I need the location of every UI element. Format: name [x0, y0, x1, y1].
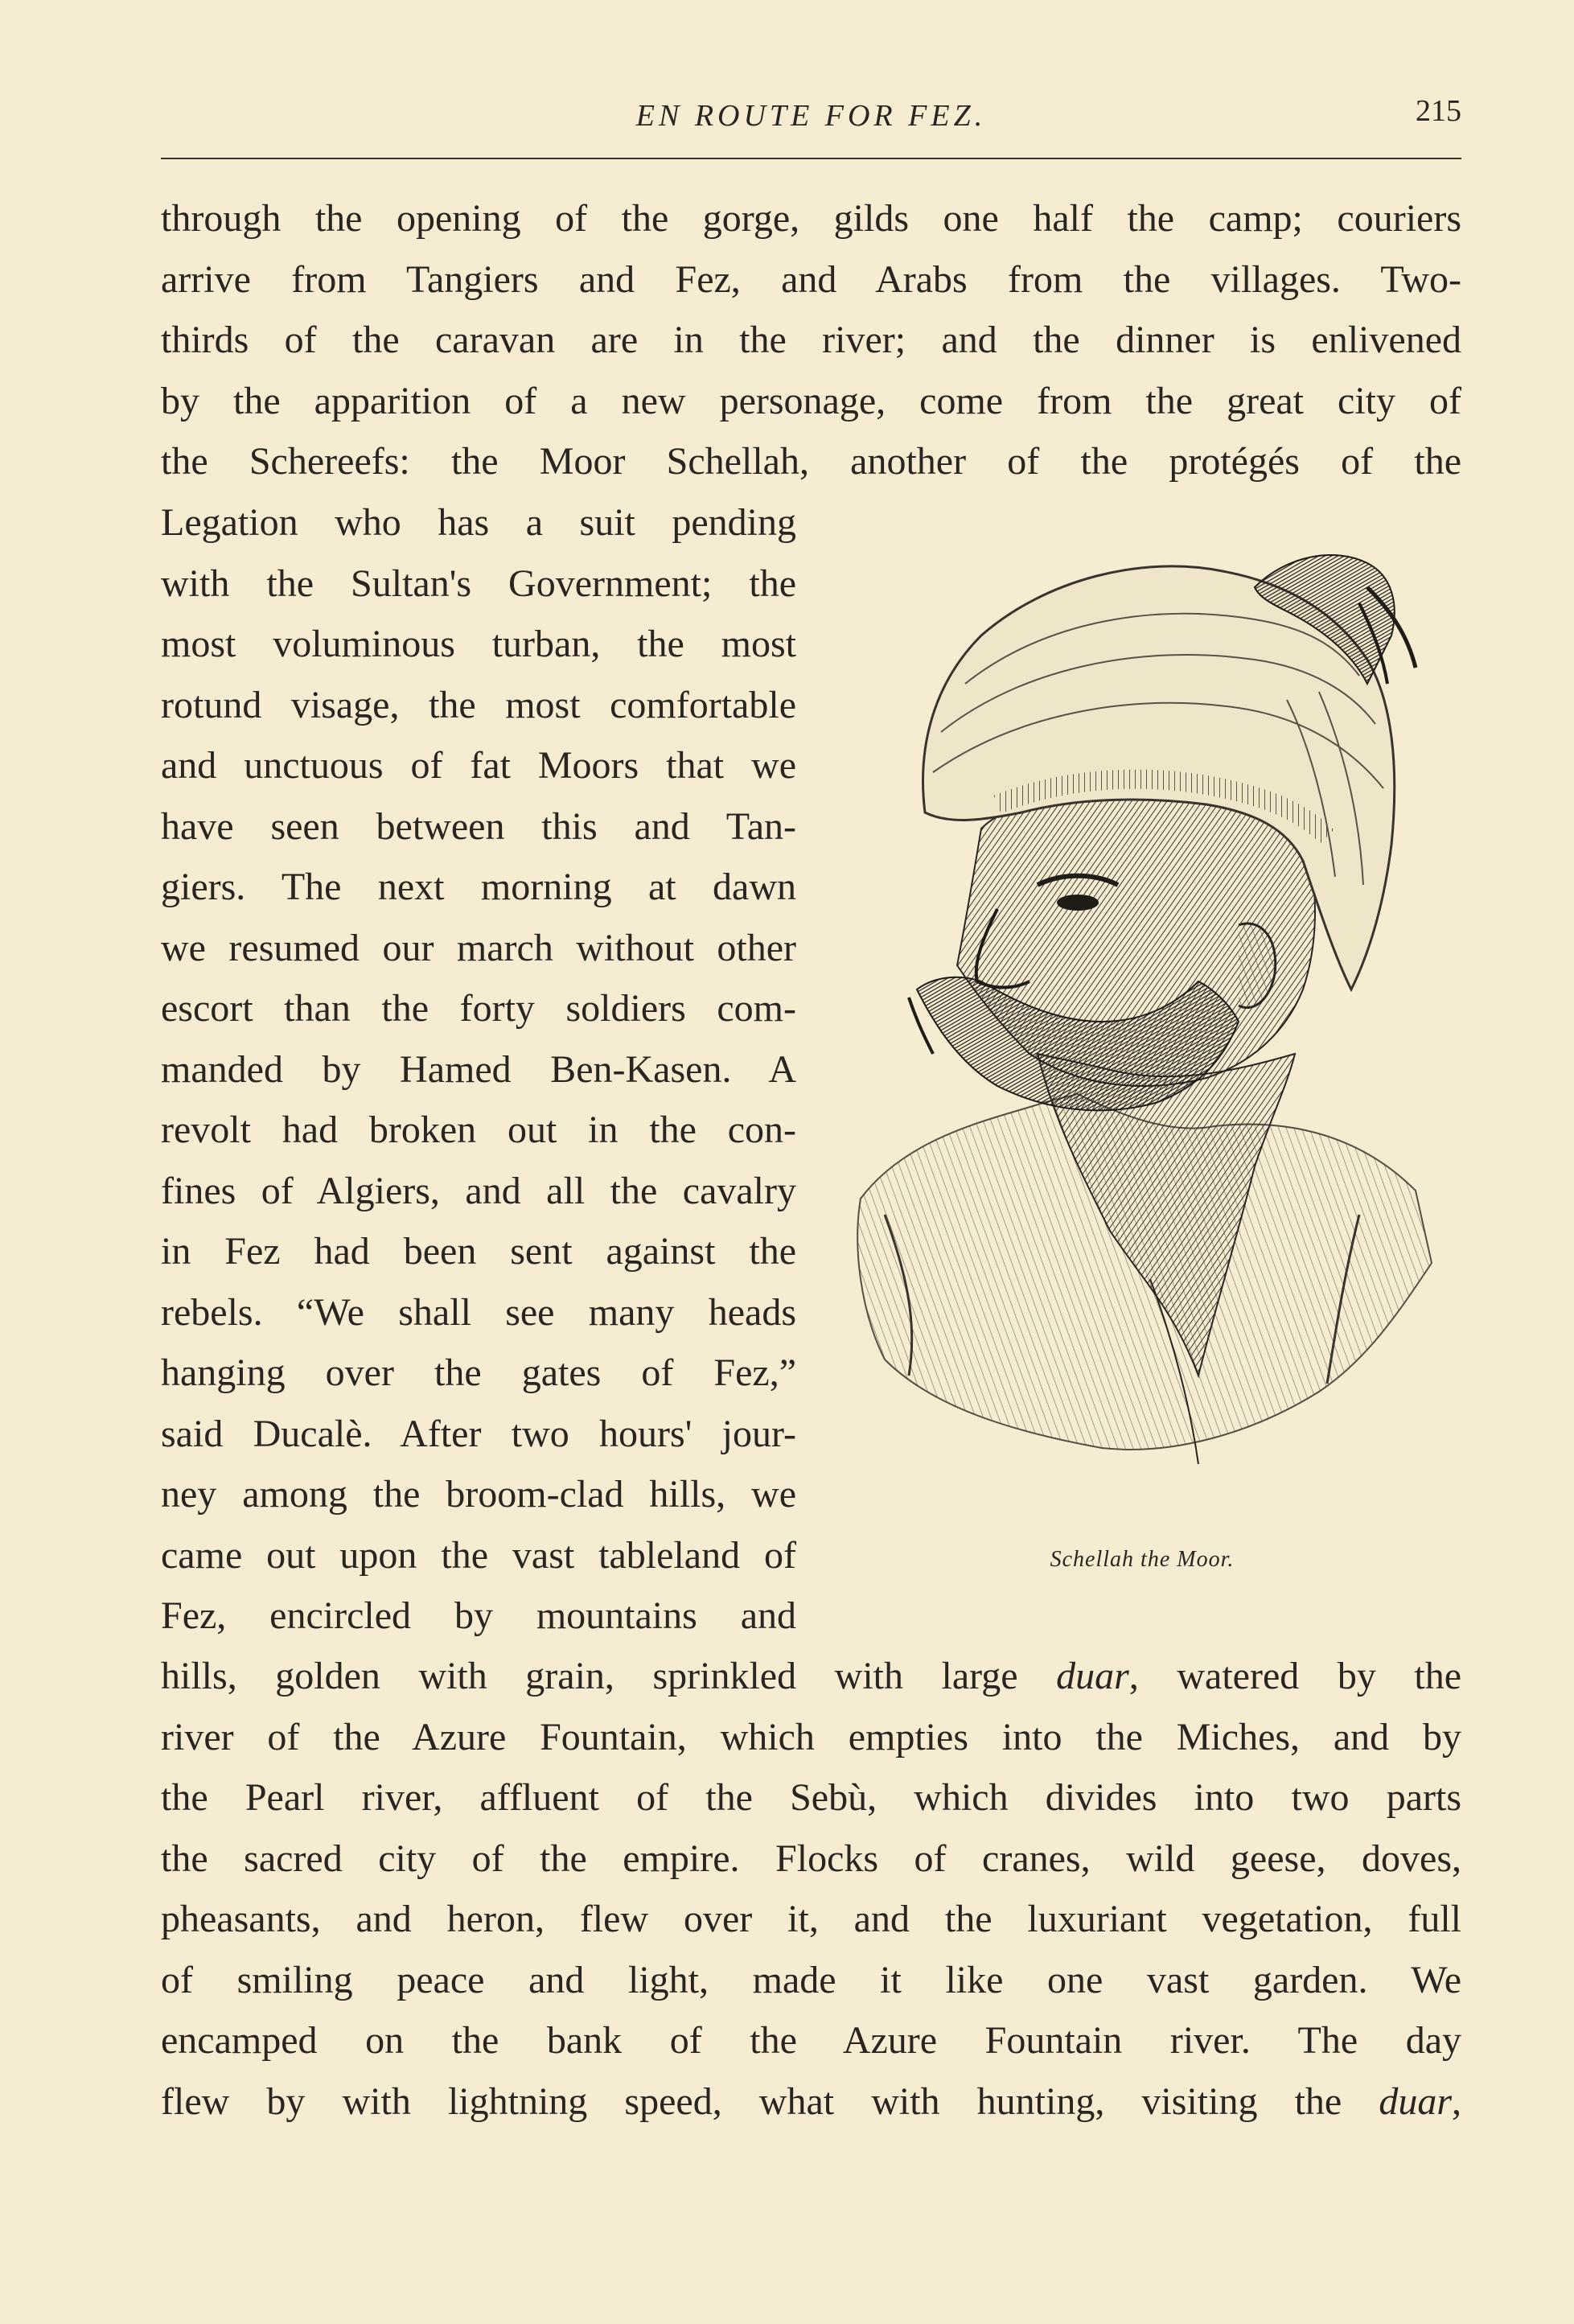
text-line: by the apparition of a new personage, come from the great city of [161, 379, 1461, 422]
text-line: rotund visage, the most comfortable [161, 683, 796, 726]
text-line: with the Sultan's Government; the [161, 561, 796, 605]
text-line: pheasants, and heron, flew over it, and the luxuriant vegetation, full [161, 1898, 1461, 1940]
text-line: have seen between this and Tan- [161, 804, 796, 848]
text-line: in Fez had been sent against the [161, 1230, 796, 1273]
text-line: giers. The next morning at dawn [161, 866, 796, 908]
running-head [161, 94, 1461, 146]
text-line: encamped on the bank of the Azure Fountain river. The day [161, 2019, 1461, 2062]
figure-caption: Schellah the Moor. [1050, 1547, 1235, 1572]
text-line: river of the Azure Fountain, which empties into the Miches, and by [161, 1715, 1461, 1758]
text-line: said Ducalè. After two hours' jour- [161, 1412, 796, 1455]
text-line: the sacred city of the empire. Flocks of cranes, wild geese, doves, [161, 1837, 1461, 1880]
engraving-portrait [836, 507, 1448, 1593]
text-line: we resumed our march without other [161, 926, 796, 969]
text-line: Fez, encircled by mountains and [161, 1594, 796, 1637]
text-line: revolt had broken out in the con- [161, 1109, 796, 1151]
text-line: the Schereefs: the Moor Schellah, another of the protégés of the [161, 440, 1461, 483]
portrait-illustration [836, 507, 1448, 1545]
text-line: ney among the broom-clad hills, we [161, 1473, 796, 1516]
running-title: EN ROUTE FOR FEZ. [635, 99, 987, 133]
text-line: and unctuous of fat Moors that we [161, 744, 796, 787]
text-line: came out upon the vast tableland of [161, 1533, 796, 1577]
text-line: thirds of the caravan are in the river; and the dinner is enlivened [161, 319, 1461, 361]
paragraph-wrap [161, 492, 796, 1647]
page-number: 215 [1416, 94, 1461, 128]
text-line: hanging over the gates of Fez,” [161, 1351, 796, 1394]
text-line: most voluminous turban, the most [161, 623, 796, 665]
text-line: of smiling peace and light, made it like one vast garden. We [161, 1958, 1461, 2001]
text-line: the Pearl river, affluent of the Sebù, which divides into two parts [161, 1776, 1461, 1819]
text-line: Legation who has a suit pending [161, 501, 796, 544]
paragraph-bottom [161, 1646, 1461, 2132]
header-rule [161, 158, 1461, 159]
text-line: manded by Hamed Ben-Kasen. A [161, 1047, 796, 1091]
text-line: rebels. “We shall see many heads [161, 1290, 796, 1334]
text-line: through the opening of the gorge, gilds one half the camp; couriers [161, 197, 1461, 240]
text-line: arrive from Tangiers and Fez, and Arabs from the villages. Two- [161, 257, 1461, 301]
text-line: fines of Algiers, and all the cavalry [161, 1169, 796, 1212]
text-line: flew by with lightning speed, what with hunting, visiting the duar, [161, 2079, 1461, 2123]
text-line: escort than the forty soldiers com- [161, 987, 796, 1030]
text-line: hills, golden with grain, sprinkled with large duar, watered by the [161, 1655, 1461, 1697]
paragraph-top [161, 188, 1461, 492]
